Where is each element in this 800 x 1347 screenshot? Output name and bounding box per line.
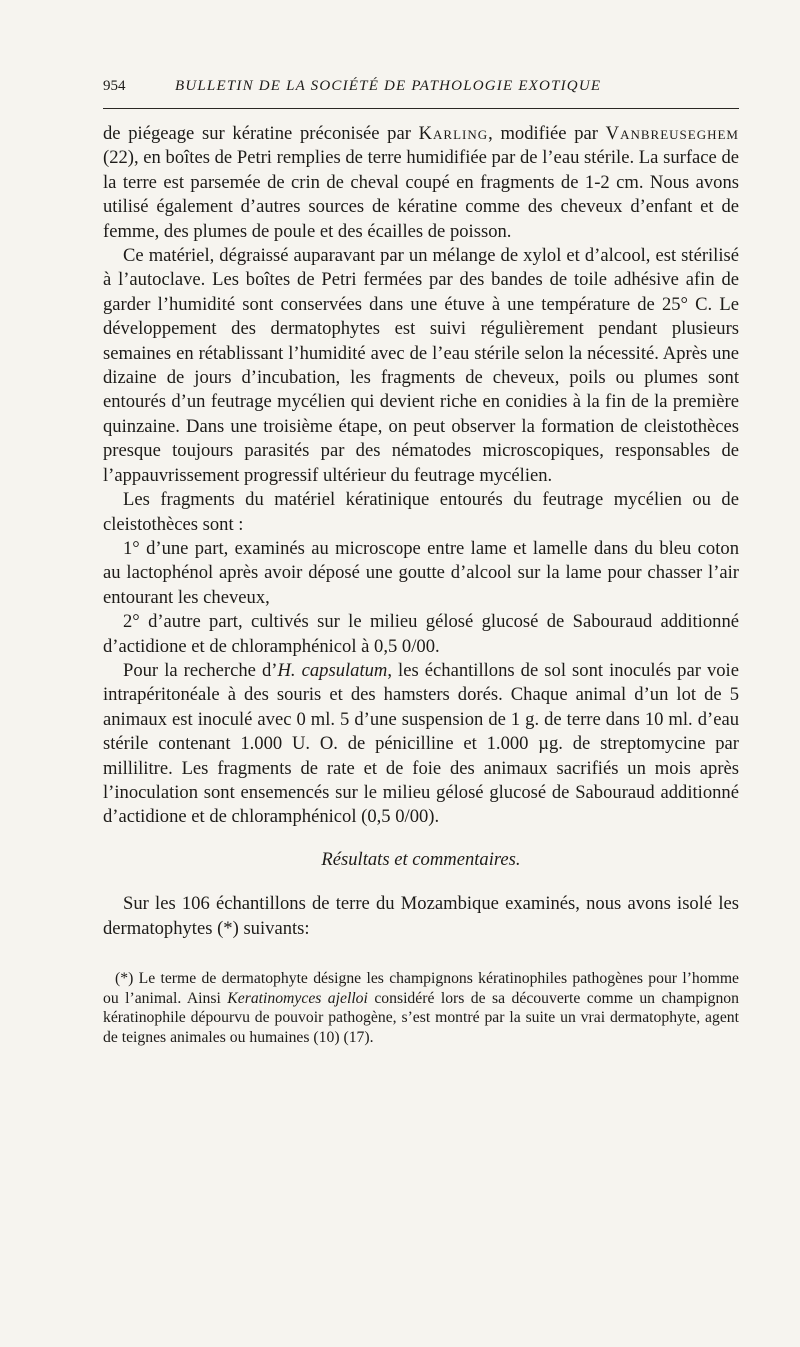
page-number: 954 [103, 78, 126, 94]
running-header [103, 78, 739, 109]
species-name: H. capsulatum [277, 659, 388, 681]
paragraph-text-end: (22), en boîtes de Petri remplies de terre humidifiée par de l’eau stérile. La surface de la terre est parsemée de crin de cheval coupé en fragments de 1-2 cm. Nous avons utilisé également d’autres sources de kératine comme des cheveux d’enfant et de femme, des plumes de poule et des écailles de poisson. [103, 147, 739, 242]
paragraph-histoplasma-search [103, 659, 739, 830]
author-karling: Karling [418, 123, 489, 144]
footnote-species-name: Keratinomyces ajelloi [227, 989, 368, 1007]
paragraph-microscope-examination: 1° d’une part, examinés au microscope entre lame et lamelle dans du bleu coton au lactophénol après avoir déposé une goutte d’alcool sur la lame pour chasser l’air entourant les cheveux, [103, 537, 739, 608]
paragraph-culture: 2° d’autre part, cultivés sur le milieu gélosé glucosé de Sabouraud additionné d’actidione et de chloramphénicol à 0,5 0/00. [103, 611, 739, 657]
journal-title: BULLETIN DE LA SOCIÉTÉ DE PATHOLOGIE EXOTIQUE [175, 78, 602, 94]
paragraph-text-start: Pour la recherche d’ [123, 659, 278, 681]
paragraph-results-intro: Sur les 106 échantillons de terre du Mozambique examinés, nous avons isolé les dermatophytes (*) suivants: [103, 893, 739, 939]
paragraph-text-end: , les échantillons de sol sont inoculés par voie intrapéritonéale à des souris et des hamsters dorés. Chaque animal d’un lot de 5 animaux est inoculé avec 0 ml. 5 d’une suspension de 1 g. de terre dans 10 ml. d’eau stérile contenant 1.000 U. O. de pénicilline et 1.000 µg. de streptomycine par millilitre. Les fragments de rate et de foie des animaux sacrifiés un mois après l’inoculation sont ensemencés sur le milieu gélosé glucosé de Sabouraud additionné d’actidione et de chloramphénicol (0,5 0/00). [103, 659, 739, 828]
section-heading: Résultats et commentaires. [321, 848, 521, 870]
paragraph-text-start: de piégeage sur kératine préconisée par [103, 123, 419, 144]
footnote [103, 969, 739, 1047]
article-body [103, 122, 739, 941]
paragraph-text-middle: , modifiée par [488, 123, 606, 144]
footnote-text-start: (*) Le terme de dermatophyte désigne les champignons kératinophiles pathogènes pour l’homme ou l’animal. Ainsi [103, 970, 739, 1007]
paragraph-keratin-baiting [103, 122, 739, 244]
footnote-text-end: considéré lors de sa découverte comme un champignon kératinophile dépourvu de pouvoir pathogène, s’est montré par la suite un vrai dermatophyte, agent de teignes animales ou humaines (10) (17). [103, 989, 739, 1046]
document-page [103, 78, 739, 1338]
paragraph-fragments-intro: Les fragments du matériel kératinique entourés du feutrage mycélien ou de cleistothèces sont : [103, 489, 739, 535]
paragraph-material-preparation: Ce matériel, dégraissé auparavant par un mélange de xylol et d’alcool, est stérilisé à l’autoclave. Les boîtes de Petri fermées par des bandes de toile adhésive afin de garder l’humidité sont conservées dans une étuve à une température de 25° C. Le développement des dermatophytes est suivi régulièrement pendant plusieurs semaines en rétablissant l’humidité avec de l’eau stérile selon la nécessité. Après une dizaine de jours d’incubation, les fragments de cheveux, poils ou plumes sont entourés d’un feutrage mycélien qui devient riche en conidies à la fin de la première quinzaine. Dans une troisième étape, on peut observer la formation de cleistothèces presque toujours parasités par des nématodes microscopiques, responsables de l’appauvrissement progressif ultérieur du feutrage mycélien. [103, 245, 739, 486]
author-vanbreuseghem: Vanbreuseghem [605, 123, 739, 144]
